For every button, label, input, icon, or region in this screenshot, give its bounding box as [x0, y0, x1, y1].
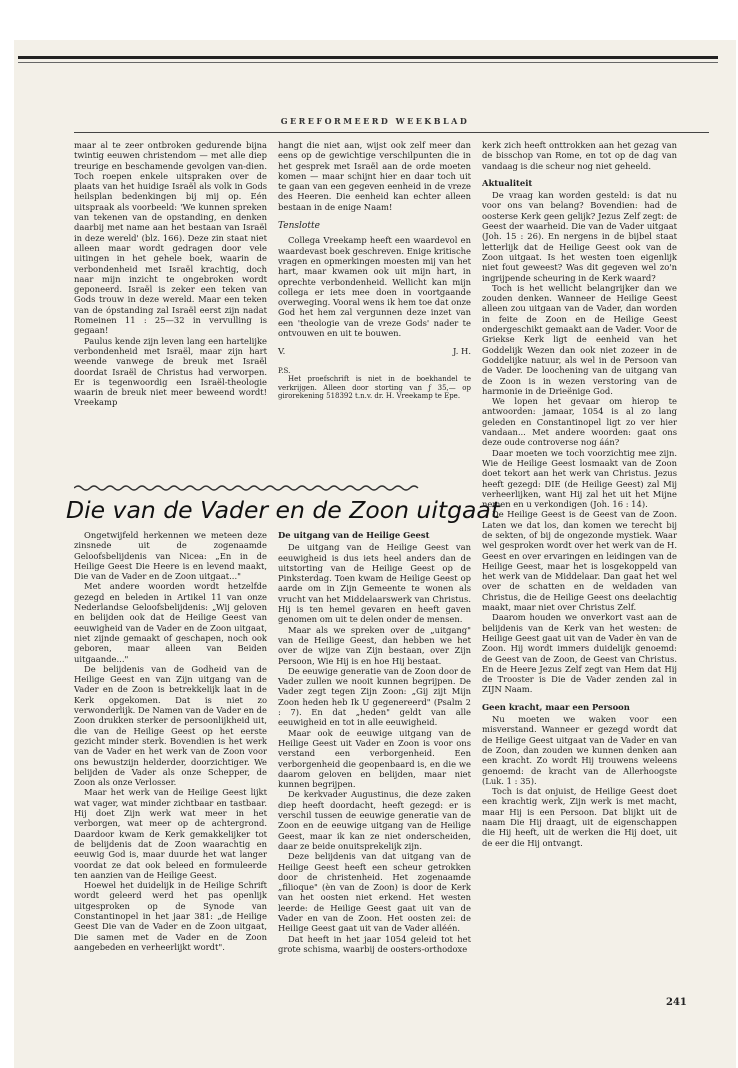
paragraph: De eeuwige generatie van de Zoon door de Vader zullen we nooit kunnen begrijpen. De Vader zegt tegen Zijn Zoon: „Gij zijt Mijn Zoon heden heb Ik U gegenereerd" (Psalm 2 : 7). En dat „heden" geldt van alle eeuwigheid en tot in alle eeuwigheid. [278, 665, 471, 728]
top-rule [18, 56, 718, 59]
paragraph: Toch is het wellicht belangrijker dan we zouden denken. Wanneer de Heilige Geest alleen zou uitgaan van de Vader, dan worden in feite de Zoon en de Heilige Geest ondergeschikt gemaakt aan de Vader. Voor de Griekse Kerk ligt de eenheid van het Goddelijk Wezen dan ook niet zozeer in de Goddelijke natuur, als wel in de Persoon van de Vader. De loochening van de uitgang van de Zoon is in wezen verstoring van de harmonie in de Drieënige God. [482, 282, 677, 396]
ps-text: Het proefschrift is niet in de boekhandel te verkrijgen. Alleen door storting van ƒ 35,— op girorekening 518392 t.n.v. dr. H. Vreekamp te Epe. [278, 375, 471, 401]
paragraph: Nu moeten we waken voor een misverstand. Wanneer er gezegd wordt dat de Heilige Geest uitgaat van de Vader en van de Zoon, dan zouden we kunnen denken aan een kracht. Zo wordt Hij trouwens weleens genoemd: de kracht van de Allerhoogste (Luk. 1 : 35). [482, 714, 677, 786]
paragraph: De belijdenis van de Godheid van de Heilige Geest en van Zijn uitgang van de Vader en de Zoon is betrekkelijk laat in de Kerk opgekomen. Dat is niet zo verwonderlijk. De Namen van de Vader en de Zoon drukken sterker de persoonlijkheid uit, die van de Heilige Geest op het eerste gezicht minder sterk. Bovendien is het werk van de Vader en het werk van de Zoon voor ons bewustzijn helderder, doorzichtiger. We belijden de Vader als onze Schepper, de Zoon als onze Verlosser. [74, 663, 267, 788]
postscript [278, 367, 471, 401]
paragraph: kerk zich heeft onttrokken aan het gezag van de bisschop van Rome, en tot op de dag van vandaag is die scheur nog niet geheeld. [482, 140, 677, 171]
column-1-bottom [74, 530, 267, 952]
paragraph: Hoewel het duidelijk in de Heilige Schrift wordt geleerd werd het pas openlijk uitgesproken op de Synode van Constantinopel in het jaar 381: „de Heilige Geest Die van de Vader en de Zoon uitgaat, Die samen met de Vader en de Zoon aangebeden en verheerlijkt wordt". [74, 880, 267, 952]
paragraph: De Heilige Geest is de Geest van de Zoon. Laten we dat los, dan komen we terecht bij de sekten, of bij de ongezonde mystiek. Waar wel gesproken wordt over het werk van de H. Geest en over ervaringen en leidingen van de Heilige Geest, maar het is losgekoppeld van het werk van de Middelaar. Dan gaat het wel over de schatten en de weldaden van Christus, die de Heilige Geest ons deelachtig maakt, maar niet over Christus Zelf. [482, 509, 677, 613]
section-heading-aktualiteit: Aktualiteit [482, 177, 533, 188]
paragraph: maar al te zeer ontbroken gedurende bijna twintig eeuwen christendom — met alle diep treurige en beschamende gevolgen van-dien. Toch roepen enkele uitspraken over de plaats van het huidige Israël als volk in Gods heilsplan bedenkingen bij mij op. Eén uitspraak als voorbeeld: 'We kunnen spreken van tekenen van de opstanding, en denken daarbij met name aan het bestaan van Israël in deze wereld' (blz. 166). Deze zin staat niet alleen maar wordt gedragen door vele uitingen in het gehele boek, waarin de verbondenheid met Israël krachtig, doch naar mijn inzicht te ongebroken wordt geponeerd. Israël is zeker een teken van Gods trouw in deze wereld. Maar een teken van de ópstanding zal Israël eerst zijn nadat Romeinen 11 : 25—32 in vervulling is gegaan! [74, 140, 267, 336]
paragraph: Maar het werk van de Heilige Geest lijkt wat vager, wat minder zichtbaar en tastbaar. Hij doet Zijn werk wat meer in het verborgen, wat meer op de achtergrond. Daardoor kwam de Kerk gemakkelijker tot de belijdenis dat de Zoon waarachtig en eeuwig God is, maar duurde het wat langer voordat ze dat ook beleed en formuleerde ten aanzien van de Heilige Geest. [74, 787, 267, 880]
column-1-top [74, 140, 267, 408]
page-number: 241 [666, 997, 687, 1008]
column-3 [482, 140, 677, 848]
paragraph: Met andere woorden wordt hetzelfde gezegd en beleden in Artikel 11 van onze Nederlandse Geloofsbelijdenis: „Wij geloven en belijden ook dat de Heilige Geest van eeuwigheid van de Vader en de Zoon uitgaat, niet zijnde gemaakt of geschapen, noch ook geboren, maar alleen van Beiden uitgaande..." [74, 581, 267, 664]
running-header: GEREFORMEERD WEEKBLAD [280, 116, 470, 126]
paragraph: Daar moeten we toch voorzichtig mee zijn. Wie de Heilige Geest losmaakt van de Zoon doet tekort aan het werk van Christus. Jezus heeft gezegd: DIE (de Heilige Geest) zal Mij verheerlijken, want Hij zal het uit het Mijne nemen en u verkondigen (Joh. 16 : 14). [482, 447, 677, 510]
section-heading-kracht: Geen kracht, maar een Persoon [482, 701, 630, 712]
paragraph: Deze belijdenis van dat uitgang van de Heilige Geest heeft een scheur getrokken door de christenheid. Het zogenaamde „filioque" (èn van de Zoon) is door de Kerk van het oosten niet erkend. Het westen leerde: de Heilige Geest gaat uit van de Vader en van de Zoon. Het oosten zei: de Heilige Geest gaat uit van de Vader alléén. [278, 851, 471, 934]
column-2-top [278, 140, 471, 401]
signature-left: V. [278, 346, 286, 357]
paragraph: hangt die niet aan, wijst ook zelf meer dan eens op de gewichtige verschilpunten die in het gesprek met Israël aan de orde moeten komen — maar schijnt hier en daar toch uit te gaan van een gegeven eenheid in de vreze des Heeren. Die eenheid kan echter alleen bestaan in de enige Naam! [278, 140, 471, 212]
paragraph: Toch is dat onjuist, de Heilige Geest doet een krachtig werk, Zijn werk is met macht, maar Hij is een Persoon. Dat blijkt uit de naam Die Hij draagt, uit de eigenschappen die Hij heeft, uit de werken die Hij doet, uit de eer die Hij ontvangt. [482, 786, 677, 848]
ps-label: P.S. [278, 366, 291, 375]
paragraph: De vraag kan worden gesteld: is dat nu voor ons van belang? Bovendien: had de oosterse Kerk geen gelijk? Jezus Zelf zegt: de Geest der waarheid. Die van de Vader uitgaat (Joh. 15 : 26). En nergens in de bijbel staat letterlijk dat de Heilige Geest ook van de Zoon uitgaat. Is het westen toen eigenlijk niet fout geweest? Was dit gegeven wel zo'n ingrijpende scheuring in de Kerk waard? [482, 190, 677, 283]
section-heading-tenslotte: Tenslotte [278, 221, 320, 232]
top-rule-thin [18, 62, 718, 63]
paragraph: Paulus kende zijn leven lang een hartelijke verbondenheid met Israël, maar zijn hart weende vanwege de breuk met Israël doordat Israël de Christus had verworpen. Er is tegenwoordig een Israël-theologie waarin de breuk niet meer beweend wordt! Vreekamp [74, 335, 267, 408]
paragraph: De uitgang van de Heilige Geest van eeuwigheid is dus iets heel anders dan de uitstorting van de Heilige Geest op de Pinksterdag. Toen kwam de Heilige Geest op aarde om in Zijn Gemeente te wonen als vrucht van het Middelaarswerk van Christus. Hij is ten hemel gevaren en heeft gaven genomen om uit te delen onder de mensen. [278, 542, 471, 625]
paragraph: Ongetwijfeld herkennen we meteen deze zinsnede uit de zogenaamde Geloofsbelijdenis van Nicea: „En in de Heilige Geest Die Heere is en levend maakt, Die van de Vader en de Zoon uitgaat..." [74, 530, 267, 582]
header-rule [74, 132, 709, 133]
paragraph: Maar als we spreken over de „uitgang" van de Heilige Geest, dan hebben we het over de wijze van Zijn bestaan, over Zijn Persoon, Wie Hij is en hoe Hij bestaat. [278, 624, 471, 666]
paragraph: Collega Vreekamp heeft een waardevol en waardevast boek geschreven. Enige kritische vragen en opmerkingen moesten mij van het hart, maar kwamen ook uit mijn hart, in oprechte verbondenheid. Wellicht kan mijn collega er iets mee doen in voortgaande overweging. Vooral wens ik hem toe dat onze God het hem zal vergunnen deze inzet van een 'theologie van de vreze Gods' nader te ontvouwen en uit te bouwen. [278, 235, 471, 339]
column-2-bottom [278, 530, 471, 954]
paragraph: Daarom houden we onverkort vast aan de belijdenis van de Kerk van het westen: de Heilige Geest gaat uit van de Vader èn van de Zoon. Hij wordt immers duidelijk genoemd: de Geest van de Zoon, de Geest van Christus. En de Heere Jezus Zelf zegt van Hem dat Hij de Trooster is Die de Vader zenden zal in ZIJN Naam. [482, 612, 677, 695]
paragraph: We lopen het gevaar om hierop te antwoorden: jamaar, 1054 is al zo lang geleden en Constantinopel ligt zo ver hier vandaan... Met andere woorden: gaat ons deze oude controverse nog áán? [482, 396, 677, 448]
article-title: Die van de Vader en de Zoon uitgaat [66, 496, 501, 524]
signature [278, 346, 471, 356]
paragraph: De kerkvader Augustinus, die deze zaken diep heeft doordacht, heeft gezegd: er is verschil tussen de eeuwige generatie van de Zoon en de eeuwige uitgang van de Heilige Geest, maar ik kan ze niet onderscheiden, daar ze beide onuitsprekelijk zijn. [278, 789, 471, 851]
wavy-divider [74, 484, 420, 492]
section-heading-uitgang: De uitgang van de Heilige Geest [278, 530, 430, 540]
page [14, 40, 736, 1068]
paragraph: Maar ook de eeuwige uitgang van de Heilige Geest uit Vader en Zoon is voor ons verstand een verborgenheid. Een verborgenheid die geopenbaard is, en die we daarom geloven en belijden, maar niet kunnen begrijpen. [278, 727, 471, 790]
signature-right: J. H. [453, 346, 471, 357]
paragraph: Dat heeft in het jaar 1054 geleid tot het grote schisma, waarbij de oosters-orthodoxe [278, 933, 471, 954]
